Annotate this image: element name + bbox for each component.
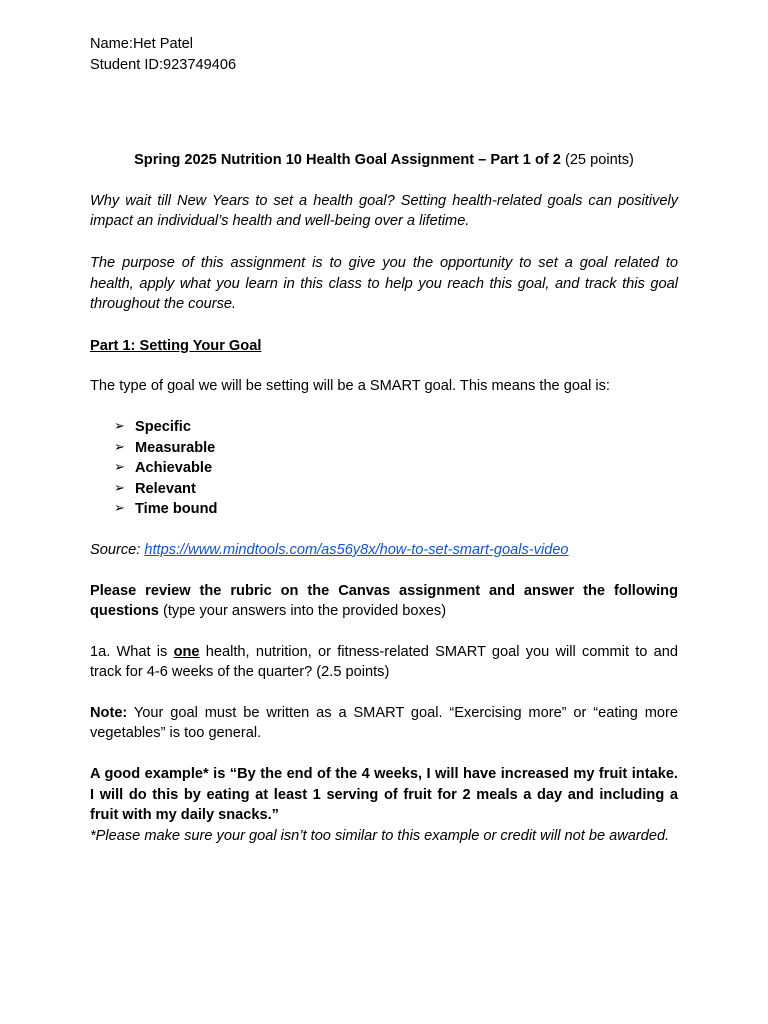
example-footnote: *Please make sure your goal isn’t too similar to this example or credit will not be awarded. [90, 827, 670, 844]
source-label: Source: [90, 541, 145, 558]
review-bold: Please review the rubric on the Canvas assignment and answer the following questions [90, 582, 678, 620]
question-1a: 1a. What is one health, nutrition, or fitness-related SMART goal you will commit to and track for 4-6 weeks of the quarter? (2.5 points) [90, 643, 678, 681]
arrow-bullet-icon: ➢ [114, 501, 125, 517]
arrow-bullet-icon: ➢ [114, 480, 125, 496]
note-paragraph [90, 703, 678, 744]
good-example: A good example* is “By the end of the 4 weeks, I will have increased my fruit intake. I will do this by eating at least 1 serving of fruit for 2 meals a day and including a fruit with my daily snacks.” [90, 766, 678, 824]
review-instructions [90, 581, 678, 622]
smart-item-specific: ➢ Specific [114, 417, 678, 438]
smart-list [90, 417, 678, 520]
title-bold: Spring 2025 Nutrition 10 Health Goal Assignment – Part 1 of 2 [134, 152, 561, 169]
source-link[interactable]: https://www.mindtools.com/as56y8x/how-to-set-smart-goals-video [144, 541, 569, 558]
emphasis-one: one [173, 643, 200, 660]
smart-item-measurable: ➢ Measurable [114, 438, 678, 459]
smart-item-time-bound: ➢ Time bound [114, 499, 678, 520]
note-text: Your goal must be written as a SMART goal. “Exercising more” or “eating more vegetables” is too general. [90, 704, 678, 742]
document-title [90, 150, 678, 171]
review-rest: (type your answers into the provided boxes) [158, 603, 447, 620]
arrow-bullet-icon: ➢ [114, 418, 125, 434]
arrow-bullet-icon: ➢ [114, 439, 125, 455]
intro-paragraph-1: Why wait till New Years to set a health goal? Setting health-related goals can positively impact an individual’s health and well-being over a lifetime. [90, 192, 678, 230]
student-id: Student ID:923749406 [90, 56, 237, 73]
student-name: Name:Het Patel [90, 36, 194, 52]
part1-heading: Part 1: Setting Your Goal [90, 337, 262, 354]
note-label: Note: [90, 704, 128, 721]
source-line [90, 540, 678, 561]
smart-item-achievable: ➢ Achievable [114, 458, 678, 479]
arrow-bullet-icon: ➢ [114, 460, 125, 476]
smart-item-relevant: ➢ Relevant [114, 479, 678, 500]
intro-paragraph-2: The purpose of this assignment is to give you the opportunity to set a goal related to health, apply what you learn in this class to help you reach this goal, and track this goal throughout the course. [90, 254, 678, 313]
title-points: (25 points) [560, 152, 634, 169]
smart-intro: The type of goal we will be setting will be a SMART goal. This means the goal is: [90, 378, 610, 395]
document-content [90, 34, 678, 846]
